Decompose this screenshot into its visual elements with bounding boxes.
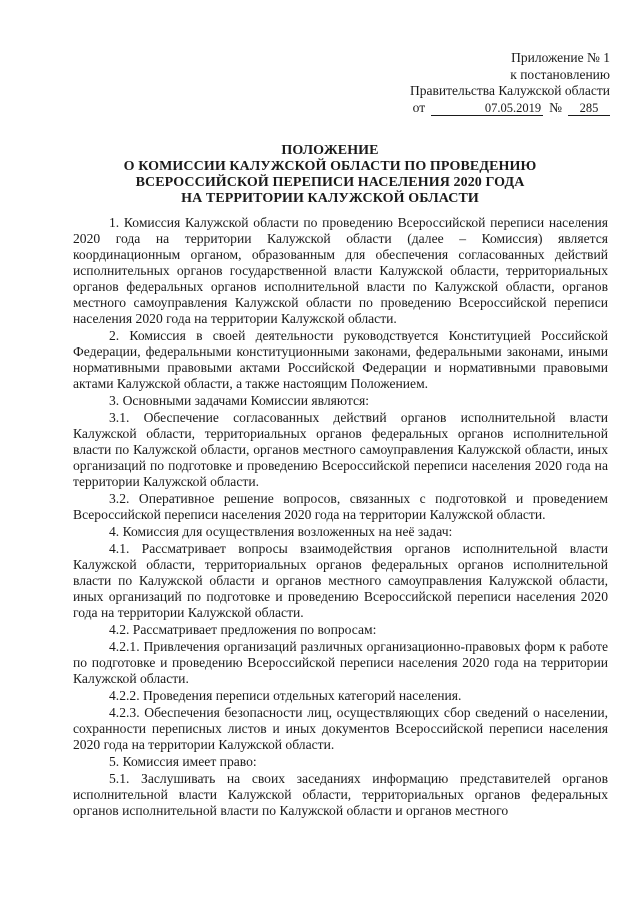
appendix-header bbox=[390, 50, 610, 116]
document-title bbox=[110, 143, 550, 207]
resolution-number: 285 bbox=[568, 101, 610, 116]
clause-2: 2. Комиссия в своей деятельности руководствуется Конституцией Российской Федерации, федеральными конституционными законами, федеральными законами, иными нормативными правовыми актами Российской Федерации и нормативными правовыми актами Калужской области, а также настоящим Положением. bbox=[73, 328, 608, 391]
resolution-date-number bbox=[390, 100, 610, 117]
document-body bbox=[73, 215, 608, 819]
clause-3-1: 3.1. Обеспечение согласованных действий органов исполнительной власти Калужской области, территориальных органов федеральных органов исполнительной власти по Калужской области, органов местного самоуправления Калужской области, иных организаций по подготовке и проведению Всероссийской переписи населения 2020 года на территории Калужской области. bbox=[73, 410, 608, 489]
appendix-number: Приложение № 1 bbox=[511, 50, 610, 65]
number-label: № bbox=[549, 99, 562, 115]
clause-5-1: 5.1. Заслушивать на своих заседаниях информацию представителей органов исполнительной власти Калужской области, территориальных органов федеральных органов исполнительной власти по Калужской области и органов местного bbox=[73, 771, 608, 818]
clause-3: 3. Основными задачами Комиссии являются: bbox=[109, 393, 370, 408]
clause-3-2: 3.2. Оперативное решение вопросов, связанных с подготовкой и проведением Всероссийской переписи населения 2020 года на территории Калужской области. bbox=[73, 491, 608, 522]
clause-4-2-3: 4.2.3. Обеспечения безопасности лиц, осуществляющих сбор сведений о населении, сохранности переписных листов и иных документов Всероссийской переписи населения 2020 года на территории Калужской области. bbox=[73, 705, 608, 752]
title-line: ВСЕРОССИЙСКОЙ ПЕРЕПИСИ НАСЕЛЕНИЯ 2020 ГОДА bbox=[135, 175, 525, 190]
clause-4-1: 4.1. Рассматривает вопросы взаимодействия органов исполнительной власти Калужской области, территориальных органов федеральных органов исполнительной власти по Калужской области и органов местного самоуправления Калужской области, иных организаций по подготовке и проведению Всероссийской переписи населения 2020 года на территории Калужской области. bbox=[73, 541, 608, 620]
clause-1: 1. Комиссия Калужской области по проведению Всероссийской переписи населения 2020 года на территории Калужской области (далее – Комиссия) является координационным органом, образованным для обеспечения согласованных действий исполнительных органов государственной власти Калужской области, территориальных органов федеральных органов исполнительной власти по Калужской области, органов местного самоуправления Калужской области по проведению Всероссийской переписи населения 2020 года на территории Калужской области. bbox=[73, 215, 608, 326]
from-label: от bbox=[412, 99, 426, 115]
clause-4: 4. Комиссия для осуществления возложенных на неё задач: bbox=[109, 524, 453, 539]
clause-5: 5. Комиссия имеет право: bbox=[109, 754, 257, 769]
title-line: ПОЛОЖЕНИЕ bbox=[281, 143, 379, 158]
title-line: НА ТЕРРИТОРИИ КАЛУЖСКОЙ ОБЛАСТИ bbox=[181, 191, 479, 206]
appendix-to-resolution: к постановлению bbox=[510, 66, 610, 82]
appendix-government: Правительства Калужской области bbox=[409, 83, 610, 98]
resolution-date: 07.05.2019 bbox=[431, 101, 543, 116]
clause-4-2-1: 4.2.1. Привлечения организаций различных организационно-правовых форм к работе по подготовке и проведению Всероссийской переписи населения 2020 года на территории Калужской области. bbox=[73, 639, 608, 686]
title-line: О КОМИССИИ КАЛУЖСКОЙ ОБЛАСТИ ПО ПРОВЕДЕНИЮ bbox=[123, 159, 537, 174]
clause-4-2-2: 4.2.2. Проведения переписи отдельных категорий населения. bbox=[109, 688, 462, 703]
clause-4-2: 4.2. Рассматривает предложения по вопросам: bbox=[109, 622, 377, 637]
